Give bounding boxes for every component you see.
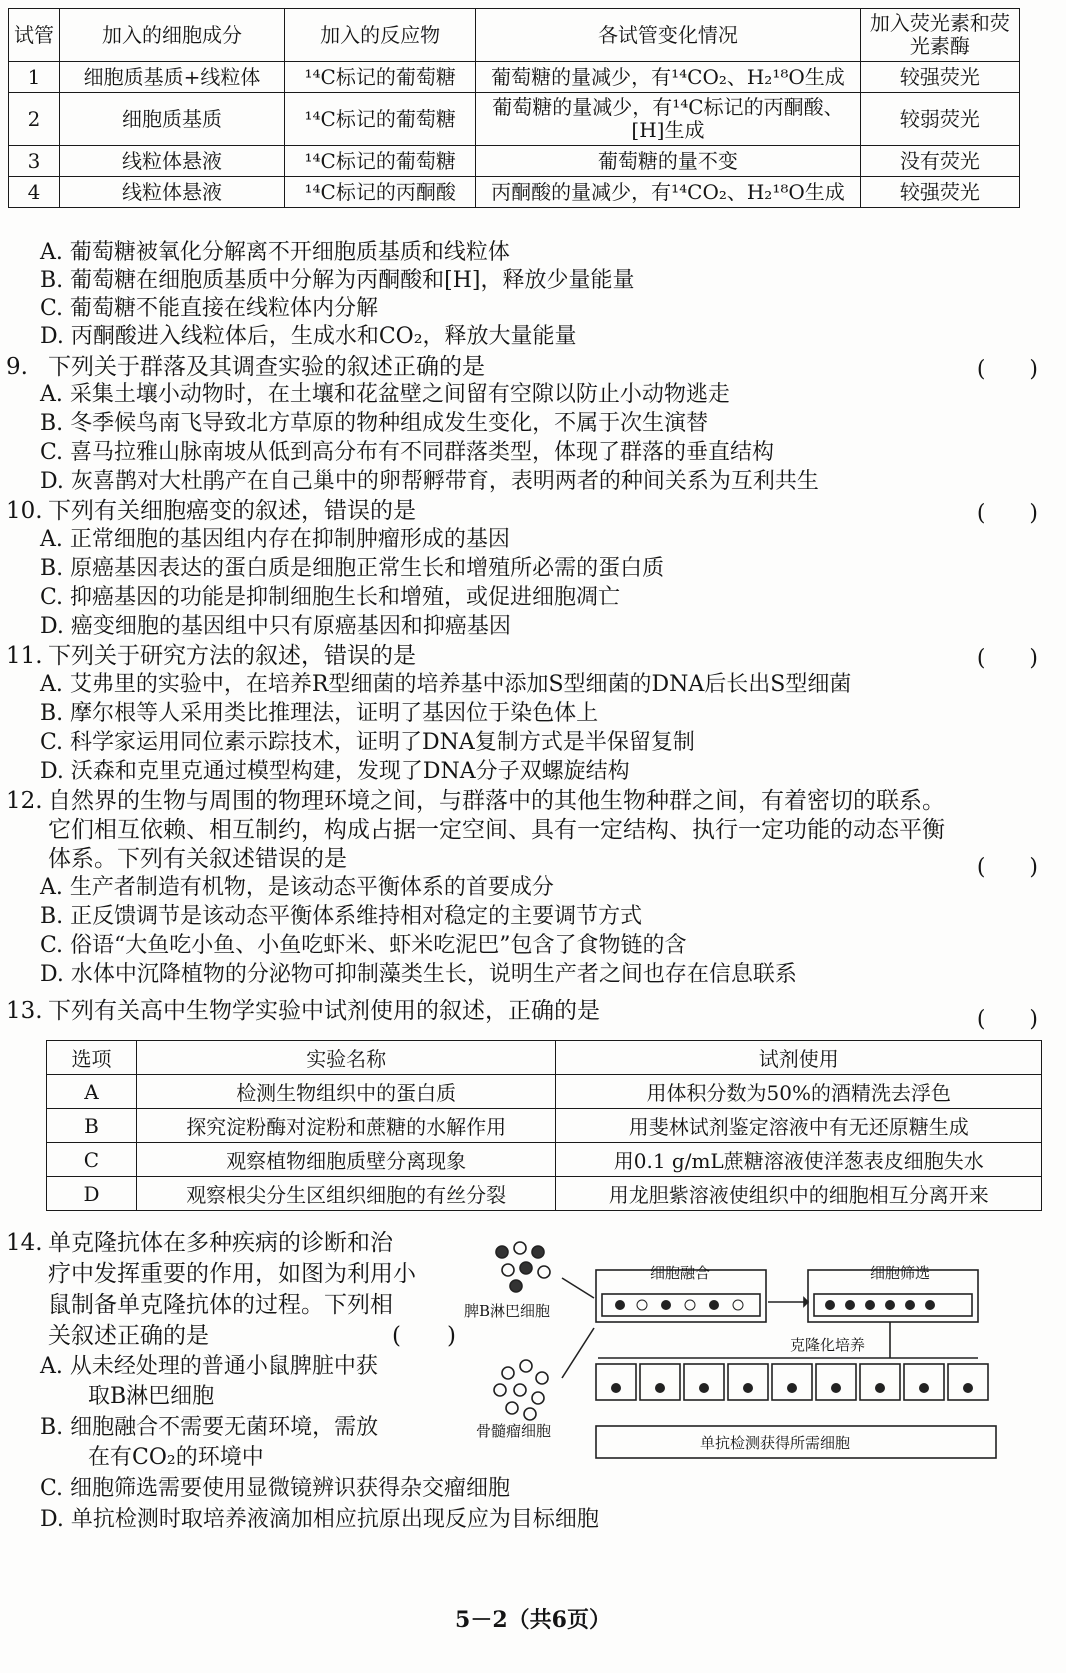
- answer-paren: ( ): [976, 357, 1038, 382]
- table-cell: 观察植物细胞质壁分离现象: [136, 1143, 556, 1177]
- table-cell: 检测生物组织中的蛋白质: [136, 1075, 556, 1109]
- question-10-stem: [6, 496, 416, 526]
- table-cell: 1: [9, 62, 60, 93]
- q14-option-b-cont: 在有CO₂的环境中: [88, 1445, 264, 1470]
- question-text: 体系。下列有关叙述错误的是: [48, 846, 347, 872]
- question-9-stem: [6, 352, 485, 382]
- table-cell: 葡萄糖的量减少，有¹⁴CO₂、H₂¹⁸O生成: [476, 62, 860, 93]
- question-13-stem: [6, 996, 600, 1026]
- table-cell: 线粒体悬液: [59, 146, 284, 177]
- table-cell: 丙酮酸的量减少，有¹⁴CO₂、H₂¹⁸O生成: [476, 177, 860, 208]
- answer-paren: ( ): [976, 501, 1038, 526]
- table-cell: 2: [9, 93, 60, 146]
- reagent-table: [46, 1040, 1042, 1211]
- question-text: 鼠制备单克隆抗体的过程。下列相: [48, 1292, 393, 1318]
- reagent-table-header: [47, 1041, 1042, 1075]
- table-cell: B: [47, 1109, 137, 1143]
- table-cell: 较强荧光: [860, 177, 1019, 208]
- question-text: 自然界的生物与周围的物理环境之间，与群落中的其他生物种群之间，有着密切的联系。: [48, 788, 945, 814]
- question-text: 下列关于研究方法的叙述，错误的是: [48, 643, 416, 669]
- question-11-stem: [6, 641, 416, 671]
- q10-option-d: D. 癌变细胞的基因组中只有原癌基因和抑癌基因: [40, 614, 511, 639]
- table-cell: 用龙胆紫溶液使组织中的细胞相互分离开来: [556, 1177, 1042, 1211]
- question-text: 下列关于群落及其调查实验的叙述正确的是: [48, 354, 485, 380]
- cloning-wells: [596, 1364, 988, 1400]
- q11-option-c: C. 科学家运用同位素示踪技术，证明了DNA复制方式是半保留复制: [40, 730, 695, 755]
- table-header-cell: 加入荧光素和荧光素酶: [860, 9, 1019, 62]
- label-clone: 克隆化培养: [790, 1336, 866, 1354]
- answer-paren: ( ): [976, 646, 1038, 671]
- myeloma-cell-icons: [494, 1360, 548, 1420]
- question-text: 下列有关细胞癌变的叙述，错误的是: [48, 498, 416, 524]
- table-cell: ¹⁴C标记的葡萄糖: [285, 93, 476, 146]
- experiment-table-header: [9, 9, 1020, 62]
- label-fusion: 细胞融合: [650, 1264, 711, 1282]
- q9-option-a: A. 采集土壤小动物时，在土壤和花盆壁之间留有空隙以防止小动物逃走: [40, 382, 730, 407]
- table-cell: 用斐林试剂鉴定溶液中有无还原糖生成: [556, 1109, 1042, 1143]
- table-cell: D: [47, 1177, 137, 1211]
- table-cell: 观察根尖分生区组织细胞的有丝分裂: [136, 1177, 556, 1211]
- q11-option-b: B. 摩尔根等人采用类比推理法，证明了基因位于染色体上: [40, 701, 599, 726]
- q14-option-a: A. 从未经处理的普通小鼠脾脏中获: [40, 1354, 378, 1379]
- b-lymphocyte-icons: [496, 1242, 550, 1292]
- label-detect: 单抗检测获得所需细胞: [700, 1434, 851, 1452]
- question-text: 单克隆抗体在多种疾病的诊断和治: [48, 1230, 393, 1256]
- table-cell: 4: [9, 177, 60, 208]
- table-cell: ¹⁴C标记的葡萄糖: [285, 146, 476, 177]
- table-header-cell: 加入的反应物: [285, 9, 476, 62]
- table-header-cell: 加入的细胞成分: [59, 9, 284, 62]
- label-screen: 细胞筛选: [870, 1264, 931, 1282]
- question-number: 13.: [6, 998, 43, 1024]
- table-cell: 较弱荧光: [860, 93, 1019, 146]
- question-number: 14.: [6, 1230, 43, 1256]
- answer-paren: ( ): [976, 1007, 1038, 1032]
- table-header-cell: 选项: [47, 1041, 137, 1075]
- question-number: 10.: [6, 498, 43, 524]
- table-cell: 3: [9, 146, 60, 177]
- table-cell: 用体积分数为50%的酒精洗去浮色: [556, 1075, 1042, 1109]
- question-number: 9.: [6, 354, 28, 380]
- experiment-table: [8, 8, 1020, 208]
- table-cell: C: [47, 1143, 137, 1177]
- question-12-stem: [6, 786, 945, 816]
- table-row: [9, 177, 1020, 208]
- question-text: 下列有关高中生物学实验中试剂使用的叙述，正确的是: [48, 998, 600, 1024]
- question-number: 12.: [6, 788, 43, 814]
- q9-option-b: B. 冬季候鸟南飞导致北方草原的物种组成发生变化，不属于次生演替: [40, 411, 709, 436]
- q10-option-b: B. 原癌基因表达的蛋白质是细胞正常生长和增殖所必需的蛋白质: [40, 556, 665, 581]
- q10-option-a: A. 正常细胞的基因组内存在抑制肿瘤形成的基因: [40, 527, 510, 552]
- q14-option-a-cont: 取B淋巴细胞: [88, 1384, 215, 1409]
- q12-option-a: A. 生产者制造有机物，是该动态平衡体系的首要成分: [40, 875, 554, 900]
- table-row: [47, 1075, 1042, 1109]
- table-header-cell: 实验名称: [136, 1041, 556, 1075]
- answer-paren: ( ): [392, 1323, 456, 1349]
- q11-option-a: A. 艾弗里的实验中，在培养R型细菌的培养基中添加S型细菌的DNA后长出S型细菌: [40, 672, 852, 697]
- table-row: [47, 1109, 1042, 1143]
- table-row: [47, 1177, 1042, 1211]
- label-b-cell: 脾B淋巴细胞: [464, 1302, 551, 1320]
- table-cell: ¹⁴C标记的丙酮酸: [285, 177, 476, 208]
- page-number: 5－2（共6页）: [455, 1607, 611, 1633]
- table-cell: 细胞质基质+线粒体: [59, 62, 284, 93]
- table-cell: 葡萄糖的量不变: [476, 146, 860, 177]
- answer-paren: ( ): [976, 855, 1038, 880]
- table-cell: 较强荧光: [860, 62, 1019, 93]
- q12-option-b: B. 正反馈调节是该动态平衡体系维持相对稳定的主要调节方式: [40, 904, 643, 929]
- q8-option-b: B. 葡萄糖在细胞质基质中分解为丙酮酸和[H]，释放少量能量: [40, 268, 635, 293]
- q8-option-c: C. 葡萄糖不能直接在线粒体内分解: [40, 296, 379, 321]
- table-row: [9, 62, 1020, 93]
- table-cell: 用0.1 g/mL蔗糖溶液使洋葱表皮细胞失水: [556, 1143, 1042, 1177]
- table-cell: ¹⁴C标记的葡萄糖: [285, 62, 476, 93]
- q14-option-c: C. 细胞筛选需要使用显微镜辨识获得杂交瘤细胞: [40, 1476, 511, 1501]
- question-text: 关叙述正确的是: [48, 1323, 209, 1349]
- table-cell: 探究淀粉酶对淀粉和蔗糖的水解作用: [136, 1109, 556, 1143]
- q14-option-b: B. 细胞融合不需要无菌环境，需放: [40, 1415, 379, 1440]
- table-cell: 线粒体悬液: [59, 177, 284, 208]
- question-number: 11.: [6, 643, 43, 669]
- table-row: [47, 1143, 1042, 1177]
- table-header-cell: 试剂使用: [556, 1041, 1042, 1075]
- q14-option-d: D. 单抗检测时取培养液滴加相应抗原出现反应为目标细胞: [40, 1507, 599, 1532]
- q11-option-d: D. 沃森和克里克通过模型构建，发现了DNA分子双螺旋结构: [40, 759, 630, 784]
- q12-option-d: D. 水体中沉降植物的分泌物可抑制藻类生长，说明生产者之间也存在信息联系: [40, 962, 797, 987]
- table-header-cell: 试管: [9, 9, 60, 62]
- table-cell: 没有荧光: [860, 146, 1019, 177]
- question-text: 疗中发挥重要的作用，如图为利用小: [48, 1261, 416, 1287]
- table-cell: A: [47, 1075, 137, 1109]
- q12-option-c: C. 俗语“大鱼吃小鱼、小鱼吃虾米、虾米吃泥巴”包含了食物链的含: [40, 933, 687, 958]
- q9-option-d: D. 灰喜鹊对大杜鹃产在自己巢中的卵帮孵带育，表明两者的种间关系为互利共生: [40, 469, 819, 494]
- table-row: [9, 146, 1020, 177]
- label-myeloma: 骨髓瘤细胞: [476, 1422, 552, 1440]
- q9-option-c: C. 喜马拉雅山脉南坡从低到高分布有不同群落类型，体现了群落的垂直结构: [40, 440, 775, 465]
- table-cell: 葡萄糖的量减少，有¹⁴C标记的丙酮酸、[H]生成: [476, 93, 860, 146]
- question-14-stem: [6, 1228, 393, 1258]
- question-text: 它们相互依赖、相互制约，构成占据一定空间、具有一定结构、执行一定功能的动态平衡: [48, 817, 945, 843]
- arrow-icon: [562, 1278, 594, 1298]
- table-cell: 细胞质基质: [59, 93, 284, 146]
- table-header-cell: 各试管变化情况: [476, 9, 860, 62]
- q8-option-d: D. 丙酮酸进入线粒体后，生成水和CO₂，释放大量能量: [40, 324, 577, 349]
- q10-option-c: C. 抑癌基因的功能是抑制细胞生长和增殖，或促进细胞凋亡: [40, 585, 621, 610]
- arrow-icon: [562, 1328, 594, 1378]
- q8-option-a: A. 葡萄糖被氧化分解离不开细胞质基质和线粒体: [40, 240, 510, 265]
- table-row: [9, 93, 1020, 146]
